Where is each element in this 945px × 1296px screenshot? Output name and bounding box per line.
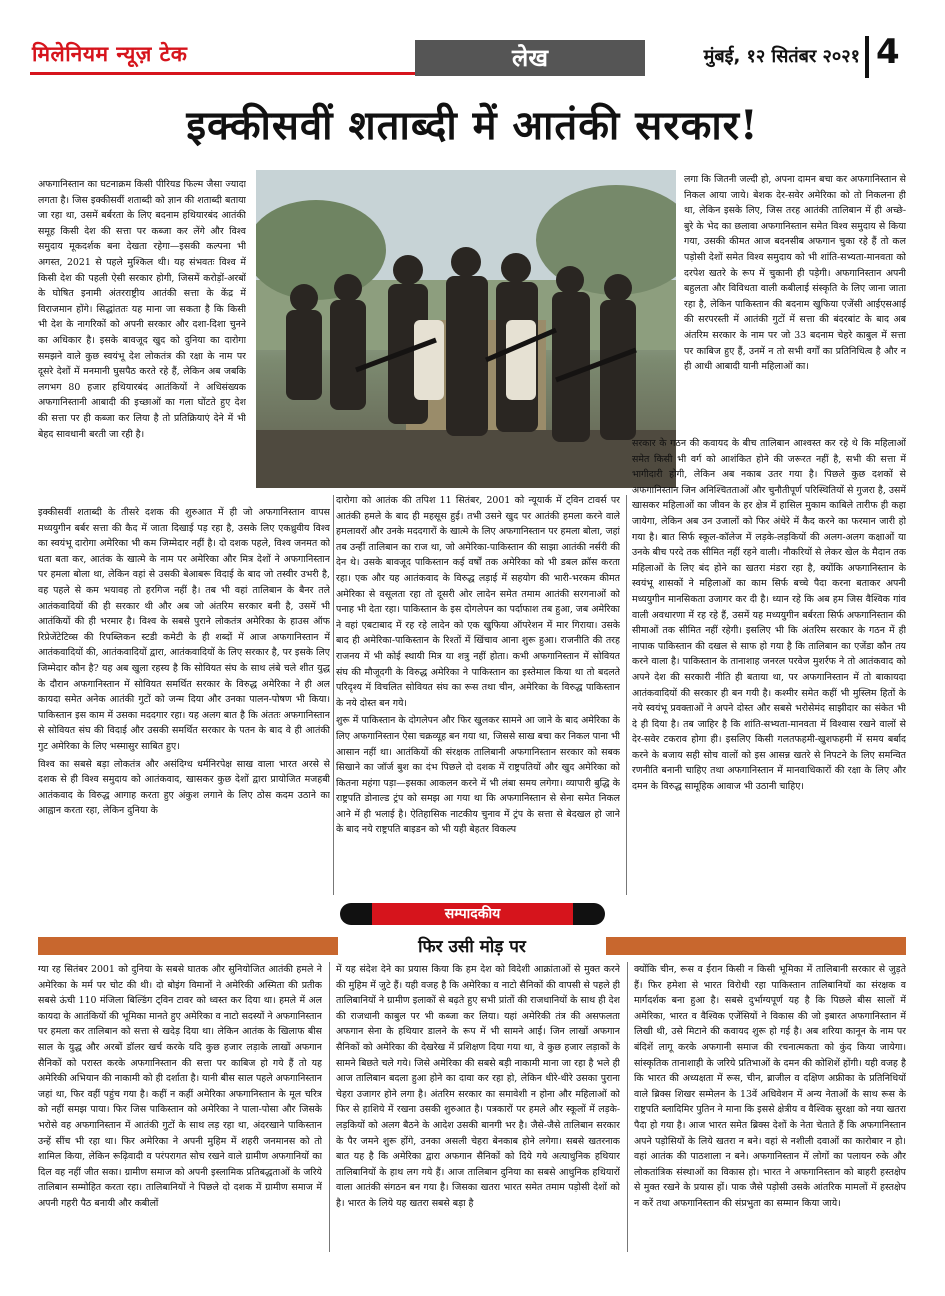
editorial-col-3 <box>634 962 906 1258</box>
editorial-paragraph: में यह संदेश देने का प्रयास किया कि हम देश को विदेशी आक्रांताओं से मुक्त करने की मुहिम में जुटे हैं। यही वजह है कि अमेरिका व नाटो सैनिकों की वापसी से पहले ही तालिबानियों ने ग्रामीण इलाकों से बढ़ते हुए सभी प्रांतों की राजधानियों के साथ ही देश की राजधानी काबुल पर भी कब्जा कर लिया। यहां अमेरिकी तंत्र की असफलता अफगान सेना के हथियार डालने के रूप में भी सामने आई। जिन लाखों अफगान सैनिकों को अमेरिका की देखरेख में प्रशिक्षण दिया गया था, वे कुछ हजार लड़ाकों के सामने बिछते चले गये। जिसे अमेरिका की सबसे बड़ी नाकामी माना जा रहा है भले ही आज तालिबान बदला हुआ होने का दावा कर रहा हो, लेकिन धीरे-धीरे उसका पुराना चेहरा उजागर होने लगा है। अंतरिम सरकार का समावेशी न होना और महिलाओं को फिर से हाशिये में रखना उसकी शुरुआत है। पत्रकारों पर हमले और स्कूलों में लड़के-लड़कियों को अलग बैठने के आदेश उसकी बानगी भर है। जैसे-जैसे तालिबान सरकार के पैर जमने शुरू होंगे, उनका असली चेहरा बेनकाब होने लगेगा। सबसे खतरनाक बात यह है कि अमेरिका द्वारा अफगान सैनिकों को दिये गये अत्याधुनिक हथियार तालिबानियों के हाथ लग गये हैं। आज तालिबान दुनिया का सबसे आधुनिक हथियारों वाला आतंकी संगठन बन गया है। जिसका खतरा भारत समेत तमाम पड़ोसी देशों को है। भारत के लिये यह खतरा सबसे बड़ा है <box>336 964 620 1209</box>
column-divider <box>333 495 334 895</box>
editorial-label: सम्पादकीय <box>444 906 501 922</box>
article-col-right-top <box>684 172 906 434</box>
article-photo <box>256 170 676 488</box>
article-paragraph: इक्कीसवीं शताब्दी के तीसरे दशक की शुरुआत में ही जो अफगानिस्तान वापस मध्ययुगीन बर्बर सत्ता की कैद में जाता दिखाई पड़ रहा है, उसके लिए एकध्रुवीय विश्व का स्वयंभू दारोगा अमेरिका भी कम जिम्मेदार नहीं है। दो दशक पहले, विश्व जनमत को धता बता कर, आतंक के खात्मे के नाम पर अमेरिका और मित्र देशों ने अफगानिस्तान पर हमला बोला था, लेकिन वहां से उसकी बेआबरू विदाई के बाद जो तस्वीर उभरी है, वह पहले से कम भयावह तो हरगिज नहीं है। तब भी वहां तालिबान के बैनर तले आतंकवादियों की ही सरकार थी और अब जो अंतरिम सरकार बनी है, उसमें भी आतंकियों की ही भरमार है। विश्व के सबसे पुराने लोकतंत्र अमेरिका के हाउस ऑफ रिप्रेजेंटेटिव्स की रिपब्लिकन स्टडी कमेटी के ही शब्दों में आज अफगानिस्तान में आतंकवादियों की, आतंकवादियों द्वारा, आतंकवादियों के लिए सरकार है, पर इसके लिए जिम्मेदार कौन है? यह अब खुला रहस्य है कि सोवियत संघ के साथ लंबे चले शीत युद्ध के दौरान अफगानिस्तान में सोवियत समर्थित सरकार के विरुद्ध अमेरिका ने ही अल कायदा समेत अनेक आतंकी गुटों को जन्म दिया और उनका पालन-पोषण भी किया। पाकिस्तान इस काम में उसका मददगार रहा। यह अलग बात है कि अंततः अफगानिस्तान से सोवियत संघ की विदाई और उसकी समर्थित सरकार के पतन के बाद वे ही आतंकी गुट अमेरिका के लिए भस्मासुर साबित हुए। <box>38 507 330 752</box>
masthead <box>0 0 945 92</box>
taliban-fighters-photo <box>256 170 676 488</box>
article-col-middle <box>336 493 620 895</box>
section-tab: लेख <box>415 40 645 76</box>
article-paragraph: अफगानिस्तान का घटनाक्रम किसी पीरियड फिल्म जैसा ज्यादा लगता है। जिस इक्कीसवीं शताब्दी को ज्ञान की शताब्दी बताया जा रहा था, उसमें बर्बरता के लिए बदनाम हथियारबंद आतंकी समूह किसी देश की सत्ता पर कब्जा कर लेंगे और विश्व समुदाय मूकदर्शक बना देखता रहेगा—इसकी कल्पना भी अगस्त, 2021 से पहले मुश्किल थी। यह संभवतः विश्व में किसी देश की पहली ऐसी सरकार होगी, जिसमें करोड़ों-अरबों के घोषित इनामी अंतरराष्ट्रीय आतंकी सत्ता के केंद्र में विराजमान होंगे। सिद्धांततः यह माना जा सकता है कि किसी भी देश के नागरिकों को अपनी सरकार और दशा-दिशा चुनने का अधिकार है। इसके बावजूद खुद को दुनिया का दारोगा समझने वाले कुछ स्वयंभू देश लोकतंत्र की रक्षा के नाम पर दूसरे देशों में मनमानी घुसपैठ करते रहे हैं, लेकिन अब जबकि लगभग 80 हजार हथियारबंद आतंकियों ने अधिसंख्यक अफगानिस्तानी आबादी की इच्छाओं का गला घोंटते हुए देश की सत्ता पर ही कब्जा कर लिया है तो प्रतिक्रियाएं देने में भी बेहद सावधानी बरती जा रही है। <box>38 179 246 440</box>
page-number: 4 <box>876 32 900 72</box>
editorial-col-1 <box>38 962 322 1258</box>
masthead-rule <box>30 72 423 75</box>
dateline: मुंबई, १२ सितंबर २०२१ <box>703 46 860 67</box>
editorial-col-2 <box>336 962 620 1258</box>
article-paragraph: दारोगा को आतंक की तपिश 11 सितंबर, 2001 को न्यूयार्क में ट्विन टावर्स पर आतंकी हमले के बाद ही महसूस हुई। तभी उसने खुद पर आतंकी हमला करने वाले हमलावरों और उनके मददगारों के खात्मे के लिए अफगानिस्तान पर हमला बोला, जहां तब उन्हीं तालिबान का राज था, जो अमेरिका-पाकिस्तान की साझा आतंकी नर्सरी की देन थे। उसके बावजूद पाकिस्तान कई वर्षों तक अमेरिका को भी डबल क्रॉस करता रहा। एक और यह आतंकवाद के विरुद्ध लड़ाई में सहयोग की भारी-भरकम कीमत अमेरिका से वसूलता रहा तो दूसरी ओर लादेन समेत तमाम आतंकी सरगनाओं को पनाह भी देता रहा। पाकिस्तान के इस दोगलेपन का पर्दाफाश तब हुआ, जब अमेरिका ने वहां एबटाबाद में रह रहे लादेन को एक खुफिया ऑपरेशन में मार गिराया। उसके बाद ही अमेरिका-पाकिस्तान के रिश्तों में खिंचाव आना शुरू हुआ। राजनीति की तरह राजनय में भी कोई स्थायी मित्र या शत्रु नहीं होता। कभी अफगानिस्तान में सोवियत संघ की मौजूदगी के विरुद्ध अमेरिका ने पाकिस्तान का इस्तेमाल किया था तो बदलते परिदृश्य में विचलित सोवियत संघ का रूस तथा चीन, अमेरिका के विरुद्ध पाकिस्तान के नये दोस्त बन गये। <box>336 495 620 709</box>
page-number-divider <box>865 36 869 78</box>
column-divider <box>329 962 330 1252</box>
column-divider <box>626 495 627 895</box>
editorial-paragraph: ग्या रह सितंबर 2001 को दुनिया के सबसे घातक और सुनियोजित आतंकी हमले ने अमेरिका के मर्म पर चोट की थी। दो बोइंग विमानों ने अमेरिकी अस्मिता की प्रतीक सबसे ऊंची 110 मंजिला बिल्डिंग ट्विन टावर को ध्वस्त कर दिया था। हमले में अल कायदा के आतंकियों की भूमिका मानते हुए अमेरिका व नाटो सदस्यों ने अफगानिस्तान पर हमला कर तालिबान को सत्ता से खदेड़ दिया था। लेकिन आतंक के खिलाफ बीस साल के युद्ध और अरबों डॉलर खर्च करके यदि कुछ हजार लड़ाके लाखों अफगान सैनिकों को परास्त करके अफगानिस्तान की सत्ता पर काबिज हो गये हैं तो यह अमेरिकी अभियान की नाकामी को ही दर्शाता है। यानी बीस साल पहले अफगानिस्तान जहां था, फिर वहीं पहुंच गया है। कहीं न कहीं अमेरिका अफगानिस्तान के मूल चरित्र को नहीं समझ पाया। फिर जिस पाकिस्तान को अमेरिका ने पाला-पोसा और जिसके भरोसे वह अफगानिस्तान में आतंकी गुटों के साथ लड़ रहा था, अंदरखाने पाकिस्तान उन्हें सींच भी रहा था। फिर अमेरिका ने अपनी मुहिम में शहरी जनमानस को तो शामिल किया, लेकिन रूढ़िवादी व परंपरागत सोच रखने वाले ग्रामीण अफगानियों का दिल वह नहीं जीत सका। ग्रामीण समाज को अपनी इस्लामिक प्रतिबद्धताओं के जरिये तालिबान सम्मोहित करता रहा। तालिबानियों ने पिछले दो दशक में ग्रामीण समाज में अपनी गहरी पैठ बनायी और कबीलों <box>38 964 322 1209</box>
editorial-banner <box>340 903 605 925</box>
editorial-paragraph: क्योंकि चीन, रूस व ईरान किसी न किसी भूमिका में तालिबानी सरकार से जुड़ते हैं। फिर हमेशा से भारत विरोधी रहा पाकिस्तान तालिबानियों का संरक्षक व मार्गदर्शक बना हुआ है। सबसे दुर्भाग्यपूर्ण यह है कि पिछले बीस सालों में अमेरिका, भारत व वैश्विक एजेंसियों ने विकास की जो इबारत अफगानिस्तान में लिखी थी, उसे मिटाने की कवायद शुरू हो गई है। अब शरिया कानून के नाम पर बंदिशें लागू करके अफगानी समाज की रचनात्मकता को कुंद किया जायेगा। सांस्कृतिक तानाशाही के जरिये प्रतिभाओं के दमन की कोशिशें होंगी। यही वजह है कि भारत की अध्यक्षता में रूस, चीन, ब्राजील व दक्षिण अफ्रीका के प्रतिनिधियों वाले ब्रिक्स शिखर सम्मेलन के 13वें अधिवेशन में अन्य नेताओं के साथ रूस के राष्ट्रपति ब्लादिमिर पुतिन ने माना कि इससे क्षेत्रीय व वैश्विक सुरक्षा को नया खतरा पैदा हो गया है। आज भारत समेत ब्रिक्स देशों के नेता चेताते हैं कि अफगानिस्तान अपने पड़ोसियों के लिये खतरा न बने। वहां से नशीली दवाओं का कारोबार न हो। वहां आतंक की पाठशाला न बने। अफगानिस्तान में लोगों का पलायन रुके और लोकतांत्रिक संस्थाओं का विकास हो। भारत ने अफगानिस्तान को बाहरी हस्तक्षेप से मुक्त रखने के प्रयास हों। पाक जैसे पड़ोसी उसके आंतरिक मामलों में हस्तक्षेप न करें तथा अफगानिस्तान की संप्रभुता का सम्मान किया जाये। <box>634 964 906 1209</box>
article-paragraph: शुरू में पाकिस्तान के दोगलेपन और फिर खुलकर सामने आ जाने के बाद अमेरिका के लिए अफगानिस्तान ऐसा चक्रव्यूह बन गया था, जिससे साख बचा कर निकल पाना भी आसान नहीं था। आतंकियों की संरक्षक तालिबानी अफगानिस्तान सरकार को सबक सिखाने का जॉर्ज बुश का दंभ पिछले दो दशक में राष्ट्रपतियों और खुद अमेरिका को कितना महंगा पड़ा—इसका आकलन करने में भी लंबा समय लगेगा। व्यापारी बुद्धि के राष्ट्रपति डोनाल्ड ट्रंप को समझ आ गया था कि अफगानिस्तान से सेना समेत निकल आने में ही भलाई है। ऐतिहासिक नाटकीय चुनाव में ट्रंप के सत्ता से बेदखल हो जाने के बाद नये राष्ट्रपति बाइडन को भी यही बेहतर विकल्प <box>336 715 620 836</box>
editorial-title-bar-left <box>38 937 338 955</box>
article-col-left-top <box>38 177 246 502</box>
article-paragraph: विश्व का सबसे बड़ा लोकतंत्र और असंदिग्ध धर्मनिरपेक्ष साख वाला भारत अरसे से दशक से ही विश्व समुदाय को आतंकवाद, खासकर कुछ देशों द्वारा प्रायोजित मजहबी आतंकवाद के विरुद्ध आगाह करता हुए अंकुश लगाने के लिए ठोस कदम उठाने का आह्वान करता रहा, लेकिन दुनिया के <box>38 758 330 817</box>
article-paragraph: लगा कि जितनी जल्दी हो, अपना दामन बचा कर अफगानिस्तान से निकल आया जाये। बेशक देर-सवेर अमेरिका को तो निकलना ही था, लेकिन इसके लिए, जिस तरह आतंकी तालिबान में ही अच्छे-बुरे के भेद का छलावा अफगानिस्तान समेत विश्व समुदाय से किया गया, उसकी कीमत आज बदनसीब अफगान चुका रहे हैं तो कल पड़ोसी देशों समेत विश्व समुदाय को भी शांति-सभ्यता-मानवता को दरपेश खतरे के रूप में चुकानी ही पड़ेगी। अफगानिस्तान अपनी बहुलता और विविधता वाली कबीलाई संस्कृति के लिए जाना जाता रहा है, लेकिन पाकिस्तान की बदनाम खुफिया एजेंसी आईएसआई की सरपरस्ती में आतंकी गुटों में सत्ता की बंदरबांट के बाद अब अंतरिम सरकार के नाम पर जो 33 बदनाम चेहरे काबुल में सत्ता पर काबिज हुए हैं, उनमें न तो सभी वर्गों का प्रतिनिधित्व है और न ही आधी आबादी यानी महिलाओं का। <box>684 174 906 373</box>
article-col-left-bottom <box>38 505 330 895</box>
article-headline: इक्कीसवीं शताब्दी में आतंकी सरकार! <box>186 102 759 149</box>
paper-name: मिलेनियम न्यूज़ टेक <box>32 42 188 66</box>
article-paragraph: सरकार के गठन की कवायद के बीच तालिबान आश्वस्त कर रहे थे कि महिलाओं समेत किसी भी वर्ग को आशंकित होने की जरूरत नहीं है, सभी की सत्ता में भागीदारी होगी, लेकिन अब नकाब उतर गया है। पिछले कुछ दशकों से अफगानिस्तान जिन अनिश्चितताओं और चुनौतीपूर्ण परिस्थितियों से गुजरा है, उसमें खासकर महिलाओं का जीवन के हर क्षेत्र में हासिल मुकाम काबिले तारीफ ही कहा जायेगा, लेकिन अब उन उजालों को फिर अंधेरे में कैद करने का फरमान जारी हो गया है। बात सिर्फ स्कूल-कॉलेज में लड़के-लड़कियों की अलग-अलग कक्षाओं या उनके बीच परदे तक सीमित नहीं रहने वाली। नौकरियों से लेकर खेल के मैदान तक महिलाओं के लिए बंद होने का खतरा मंडरा रहा है, क्योंकि अफगानिस्तान के स्वयंभू शासकों ने महिलाओं का काम सिर्फ बच्चे पैदा करना बताकर अपनी मध्ययुगीन मानसिकता उजागर कर दी है। ध्यान रहे कि अब हम जिस वैश्विक गांव वाली अवधारणा में रह रहे हैं, उसमें यह मध्ययुगीन बर्बरता सिर्फ अफगानिस्तान की सीमाओं तक सीमित नहीं रहेगी। इसलिए भी कि अंतरिम सरकार के गठन में ही नापाक पाकिस्तान की दखल से साफ हो गया है कि तालिबान का एजेंडा कौन तय करने वाला है। पाकिस्तान के तानाशाह जनरल परवेज मुशर्रफ ने तो आतंकवाद को अपने देश की सरकारी नीति ही बताया था, पर अफगानिस्तान में तो बाकायदा आतंकवादियों की सरकार ही बन गयी है। कश्मीर समेत कहीं भी मुस्लिम हितों के नये स्वयंभू प्रवक्ताओं ने अपने दोस्त और सबसे भरोसेमंद साझीदार का संकेत भी दे ही दिया है। तब जाहिर है कि शांति-सभ्यता-मानवता में विश्वास रखने वालों से देर-सवेर टकराव होगा ही। इसलिए किसी गलतफहमी-खुशफहमी में समय बर्बाद करने के बजाय सही सोच वालों को इस आसन्न खतरे से निपटने के लिए समन्वित रणनीति बनानी चाहिए तथा अफगानिस्तान में मानवाधिकारों की रक्षा के लिए और दमन के विरुद्ध सामूहिक आवाज भी उठानी चाहिए। <box>632 438 906 793</box>
column-divider <box>627 962 628 1252</box>
editorial-title-bar-right <box>606 937 906 955</box>
article-col-right-bottom <box>632 436 906 894</box>
editorial-title: फिर उसी मोड़ पर <box>418 937 526 957</box>
